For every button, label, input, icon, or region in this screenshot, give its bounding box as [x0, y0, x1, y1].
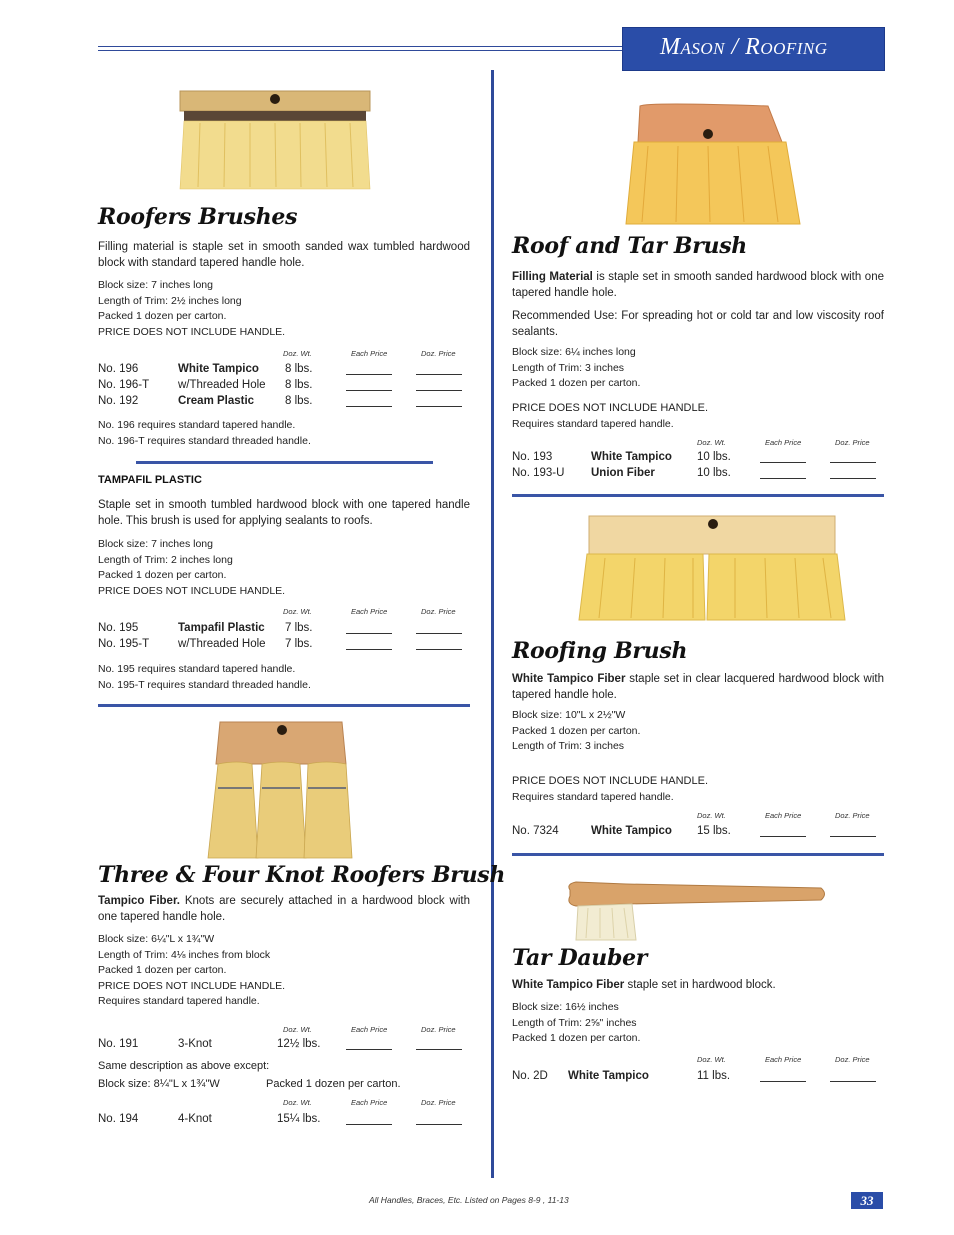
doz-price-blank	[416, 379, 462, 391]
tar-price-note: PRICE DOES NOT INCLUDE HANDLE.	[512, 402, 709, 414]
knot-description: Tampico Fiber. Knots are securely attached in a hardwood block with one tapered handle hole.	[98, 895, 470, 923]
header-rule	[98, 46, 622, 47]
knot-brush-image	[200, 718, 362, 862]
each-price-blank	[346, 1113, 392, 1125]
each-price-blank	[346, 395, 392, 407]
tar-recommended-use: Recommended Use: For spreading hot or cold tar and low viscosity roof sealants.	[512, 310, 884, 338]
roofers-description: Filling material is staple set in smooth sanded wax tumbled hardwood block with standard tapered handle hole.	[98, 241, 470, 269]
doz-price-blank	[416, 363, 462, 375]
doz-price-blank	[416, 622, 462, 634]
roofers-notes: No. 196 requires standard tapered handle. No. 196-T requires standard threaded handle.	[98, 419, 311, 447]
each-price-blank	[760, 825, 806, 837]
roofing-brush-title: Roofing Brush	[512, 638, 688, 664]
dauber-specs: Block size: 16½ inches Length of Trim: 2⅝" inches Packed 1 dozen per carton.	[512, 1001, 641, 1044]
tampafil-heading: TAMPAFIL PLASTIC	[98, 474, 202, 486]
knot-packed2: Packed 1 dozen per carton.	[266, 1078, 401, 1090]
tar-dauber-image	[566, 878, 831, 944]
tar-dauber-title: Tar Dauber	[512, 945, 648, 971]
doz-price-blank	[830, 451, 876, 463]
tar-brush-image	[618, 102, 804, 228]
tar-description: Filling Material is staple set in smooth sanded hardwood block with one tapered handle hole.	[512, 271, 884, 299]
roofing-brush-image	[575, 512, 847, 624]
section-rule	[512, 494, 884, 497]
tampafil-notes: No. 195 requires standard tapered handle. No. 195-T requires standard threaded handle.	[98, 663, 311, 691]
doz-price-blank	[416, 638, 462, 650]
tar-specs: Block size: 6¼ inches long Length of Trim: 3 inches Packed 1 dozen per carton.	[512, 346, 641, 389]
tampafil-specs: Block size: 7 inches long Length of Trim: 2 inches long Packed 1 dozen per carton. PRICE DOES NOT INCLUDE HANDLE.	[98, 538, 286, 597]
each-price-blank	[346, 363, 392, 375]
doz-price-blank	[416, 395, 462, 407]
section-rule	[136, 461, 433, 464]
section-rule	[98, 704, 470, 707]
doz-price-blank	[830, 467, 876, 479]
dauber-description: White Tampico Fiber staple set in hardwood block.	[512, 979, 776, 991]
each-price-blank	[760, 1070, 806, 1082]
column-divider	[491, 70, 494, 1178]
roofing-handle-note: Requires standard tapered handle.	[512, 791, 674, 803]
section-banner: Mason / Roofing	[622, 27, 885, 71]
knot-same-note: Same description as above except:	[98, 1060, 270, 1072]
knot-brush-title: Three & Four Knot Roofers Brush	[98, 862, 506, 888]
doz-price-blank	[830, 1070, 876, 1082]
each-price-blank	[346, 379, 392, 391]
roofing-price-note: PRICE DOES NOT INCLUDE HANDLE.	[512, 775, 709, 787]
each-price-blank	[346, 638, 392, 650]
each-price-blank	[346, 622, 392, 634]
each-price-blank	[760, 467, 806, 479]
roofers-brushes-title: Roofers Brushes	[98, 204, 298, 230]
doz-price-blank	[830, 825, 876, 837]
doz-price-blank	[416, 1113, 462, 1125]
page-footer: All Handles, Braces, Etc. Listed on Pages 8-9 , 11-13	[369, 1195, 569, 1205]
roofers-specs: Block size: 7 inches long Length of Trim: 2½ inches long Packed 1 dozen per carton. PRICE DOES NOT INCLUDE HANDLE.	[98, 279, 286, 338]
section-rule	[512, 853, 884, 856]
knot-specs: Block size: 6¼"L x 1¾"W Length of Trim: 4⅛ inches from block Packed 1 dozen per carton. PRICE DOES NOT INCLUDE HANDLE. Requires standard tapered handle.	[98, 933, 286, 1007]
each-price-blank	[760, 451, 806, 463]
tar-handle-note: Requires standard tapered handle.	[512, 418, 674, 430]
knot-block2: Block size: 8¼"L x 1¾"W	[98, 1078, 220, 1090]
roofers-brush-image	[170, 85, 385, 198]
roofing-description: White Tampico Fiber staple set in clear lacquered hardwood block with tapered handle hole.	[512, 673, 884, 701]
header-rule	[98, 50, 622, 51]
roof-tar-brush-title: Roof and Tar Brush	[512, 233, 747, 259]
page-number: 33	[851, 1192, 883, 1209]
doz-price-blank	[416, 1038, 462, 1050]
each-price-blank	[346, 1038, 392, 1050]
tampafil-description: Staple set in smooth tumbled hardwood block with one tapered handle hole. This brush is used for applying sealants to roofs.	[98, 499, 470, 527]
roofing-specs: Block size: 10"L x 2½"W Packed 1 dozen per carton. Length of Trim: 3 inches	[512, 709, 641, 752]
